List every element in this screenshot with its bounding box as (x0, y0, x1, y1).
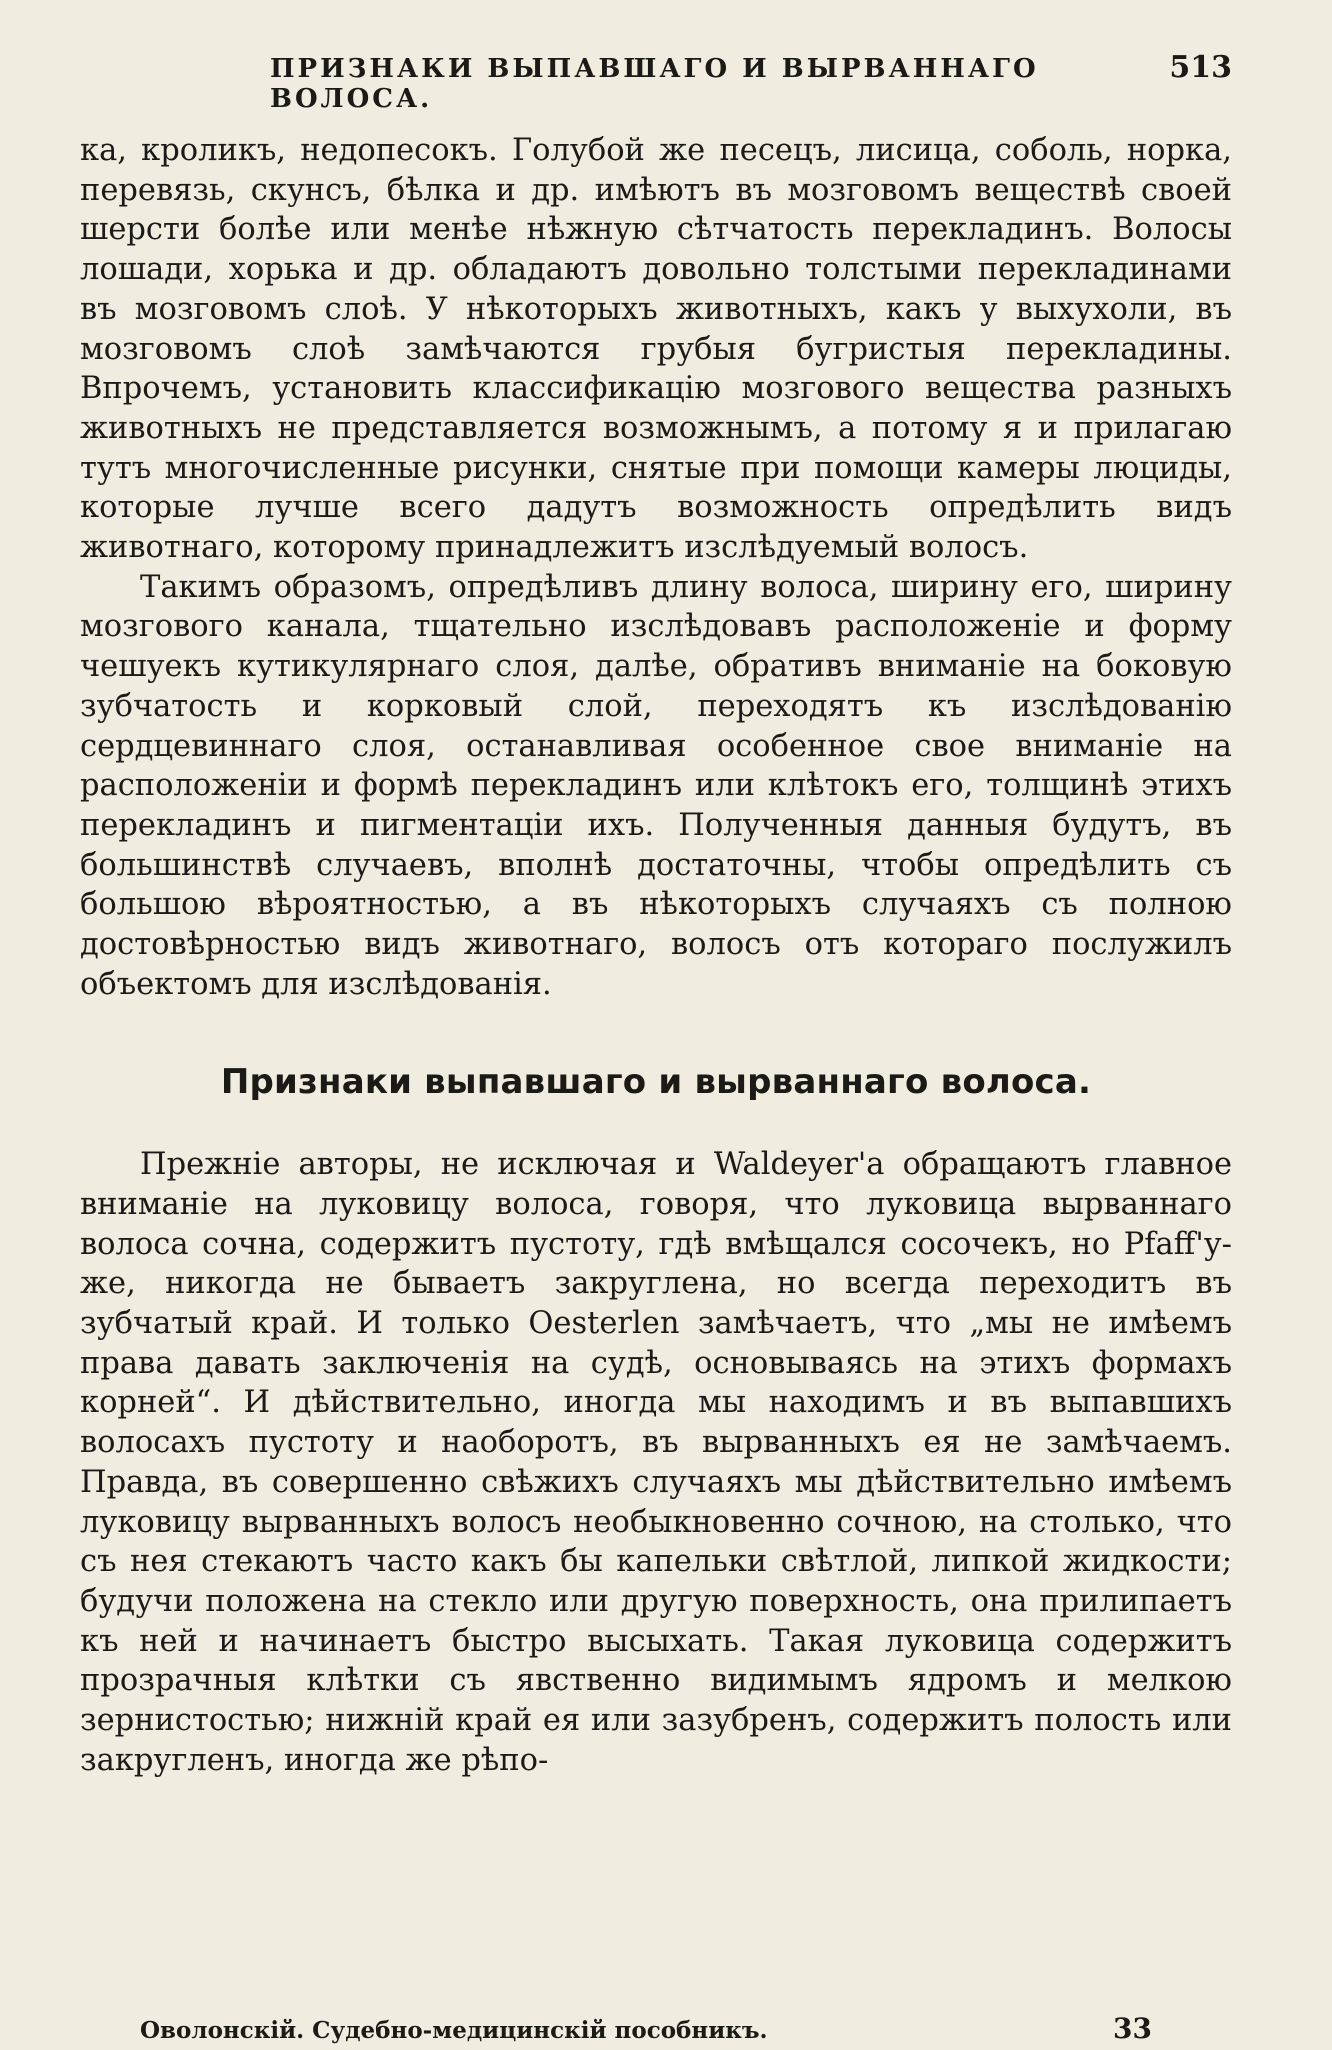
paragraph-summary: Такимъ образомъ, опредѣливъ длину волоса, ширину его, ширину мозгового канала, тщательно изслѣдовавъ расположеніе и форму чешуекъ кутикулярнаго слоя, далѣе, обративъ вниманіе на боковую зубчатость и корковый слой, переходятъ къ изслѣдованію сердцевиннаго слоя, останавливая особенное свое вниманіе на расположеніи и формѣ перекладинъ или клѣтокъ его, толщинѣ этихъ перекладинъ и пигментаціи ихъ. Полученныя данныя будутъ, въ большинствѣ случаевъ, вполнѣ достаточны, чтобы опредѣлить съ большою вѣроятностью, а въ нѣкоторыхъ случаяхъ съ полною достовѣрностью видъ животнаго, волосъ отъ котораго послужилъ объектомъ для изслѣдованія. (80, 569, 1232, 1002)
paragraph-section-body: Прежніе авторы, не исключая и Waldeyer'а обращаютъ главное вниманіе на луковицу волоса, говоря, что луковица вырваннаго волоса сочна, содержитъ пустоту, гдѣ вмѣщался сосочекъ, но Pfaff'у-же, никогда не бываетъ закруглена, но всегда переходитъ въ зубчатый край. И только Oesterlen замѣчаетъ, что „мы не имѣемъ права давать заключенія на судѣ, основываясь на этихъ формахъ корней“. И дѣйствительно, иногда мы находимъ и въ выпавшихъ волосахъ пустоту и наоборотъ, въ вырванныхъ ея не замѣчаемъ. Правда, въ совершенно свѣжихъ случаяхъ мы дѣйствительно имѣемъ луковицу вырванныхъ волосъ необыкновенно сочною, на столько, что съ нея стекаютъ часто какъ бы капельки свѣтлой, липкой жидкости; будучи положена на стекло или другую поверхность, она прилипаетъ къ ней и начинаетъ быстро высыхать. Такая луковица содержитъ прозрачныя клѣтки съ явственно видимымъ ядромъ и мелкою зернистостью; нижній край ея или зазубренъ, содержитъ полость или закругленъ, иногда же рѣпо- (80, 1147, 1232, 1778)
paragraph-continuation: ка, кроликъ, недопесокъ. Голубой же песецъ, лисица, соболь, норка, перевязь, скунсъ, бѣлка и др. имѣютъ въ мозговомъ веществѣ своей шерсти болѣе или менѣе нѣжную сѣтчатость перекладинъ. Волосы лошади, хорька и др. обладаютъ довольно толстыми перекладинами въ мозговомъ слоѣ. У нѣкоторыхъ животныхъ, какъ у выхухоли, въ мозговомъ слоѣ замѣчаются грубыя бугристыя перекладины. Впрочемъ, установить классификацію мозгового вещества разныхъ животныхъ не представляется возможнымъ, а потому я и прилагаю тутъ многочисленные рисунки, снятые при помощи камеры люциды, которые лучше всего дадутъ возможность опредѣлить видъ животнаго, которому принадлежитъ изслѣдуемый волосъ. (80, 133, 1232, 566)
running-head (270, 50, 1232, 114)
page-number: 513 (1169, 50, 1232, 85)
page-footer (140, 2012, 1232, 2045)
running-head-title: ПРИЗНАКИ ВЫПАВШАГО И ВЫРВАННАГО ВОЛОСА. (270, 54, 1039, 114)
body-text (80, 131, 1232, 1780)
signature-mark: 33 (1113, 2012, 1152, 2045)
section-heading: Признаки выпавшаго и вырваннаго волоса. (220, 1062, 1092, 1103)
footer-text: Оволонскій. Судебно-медицинскій пособникъ. (140, 2017, 768, 2044)
